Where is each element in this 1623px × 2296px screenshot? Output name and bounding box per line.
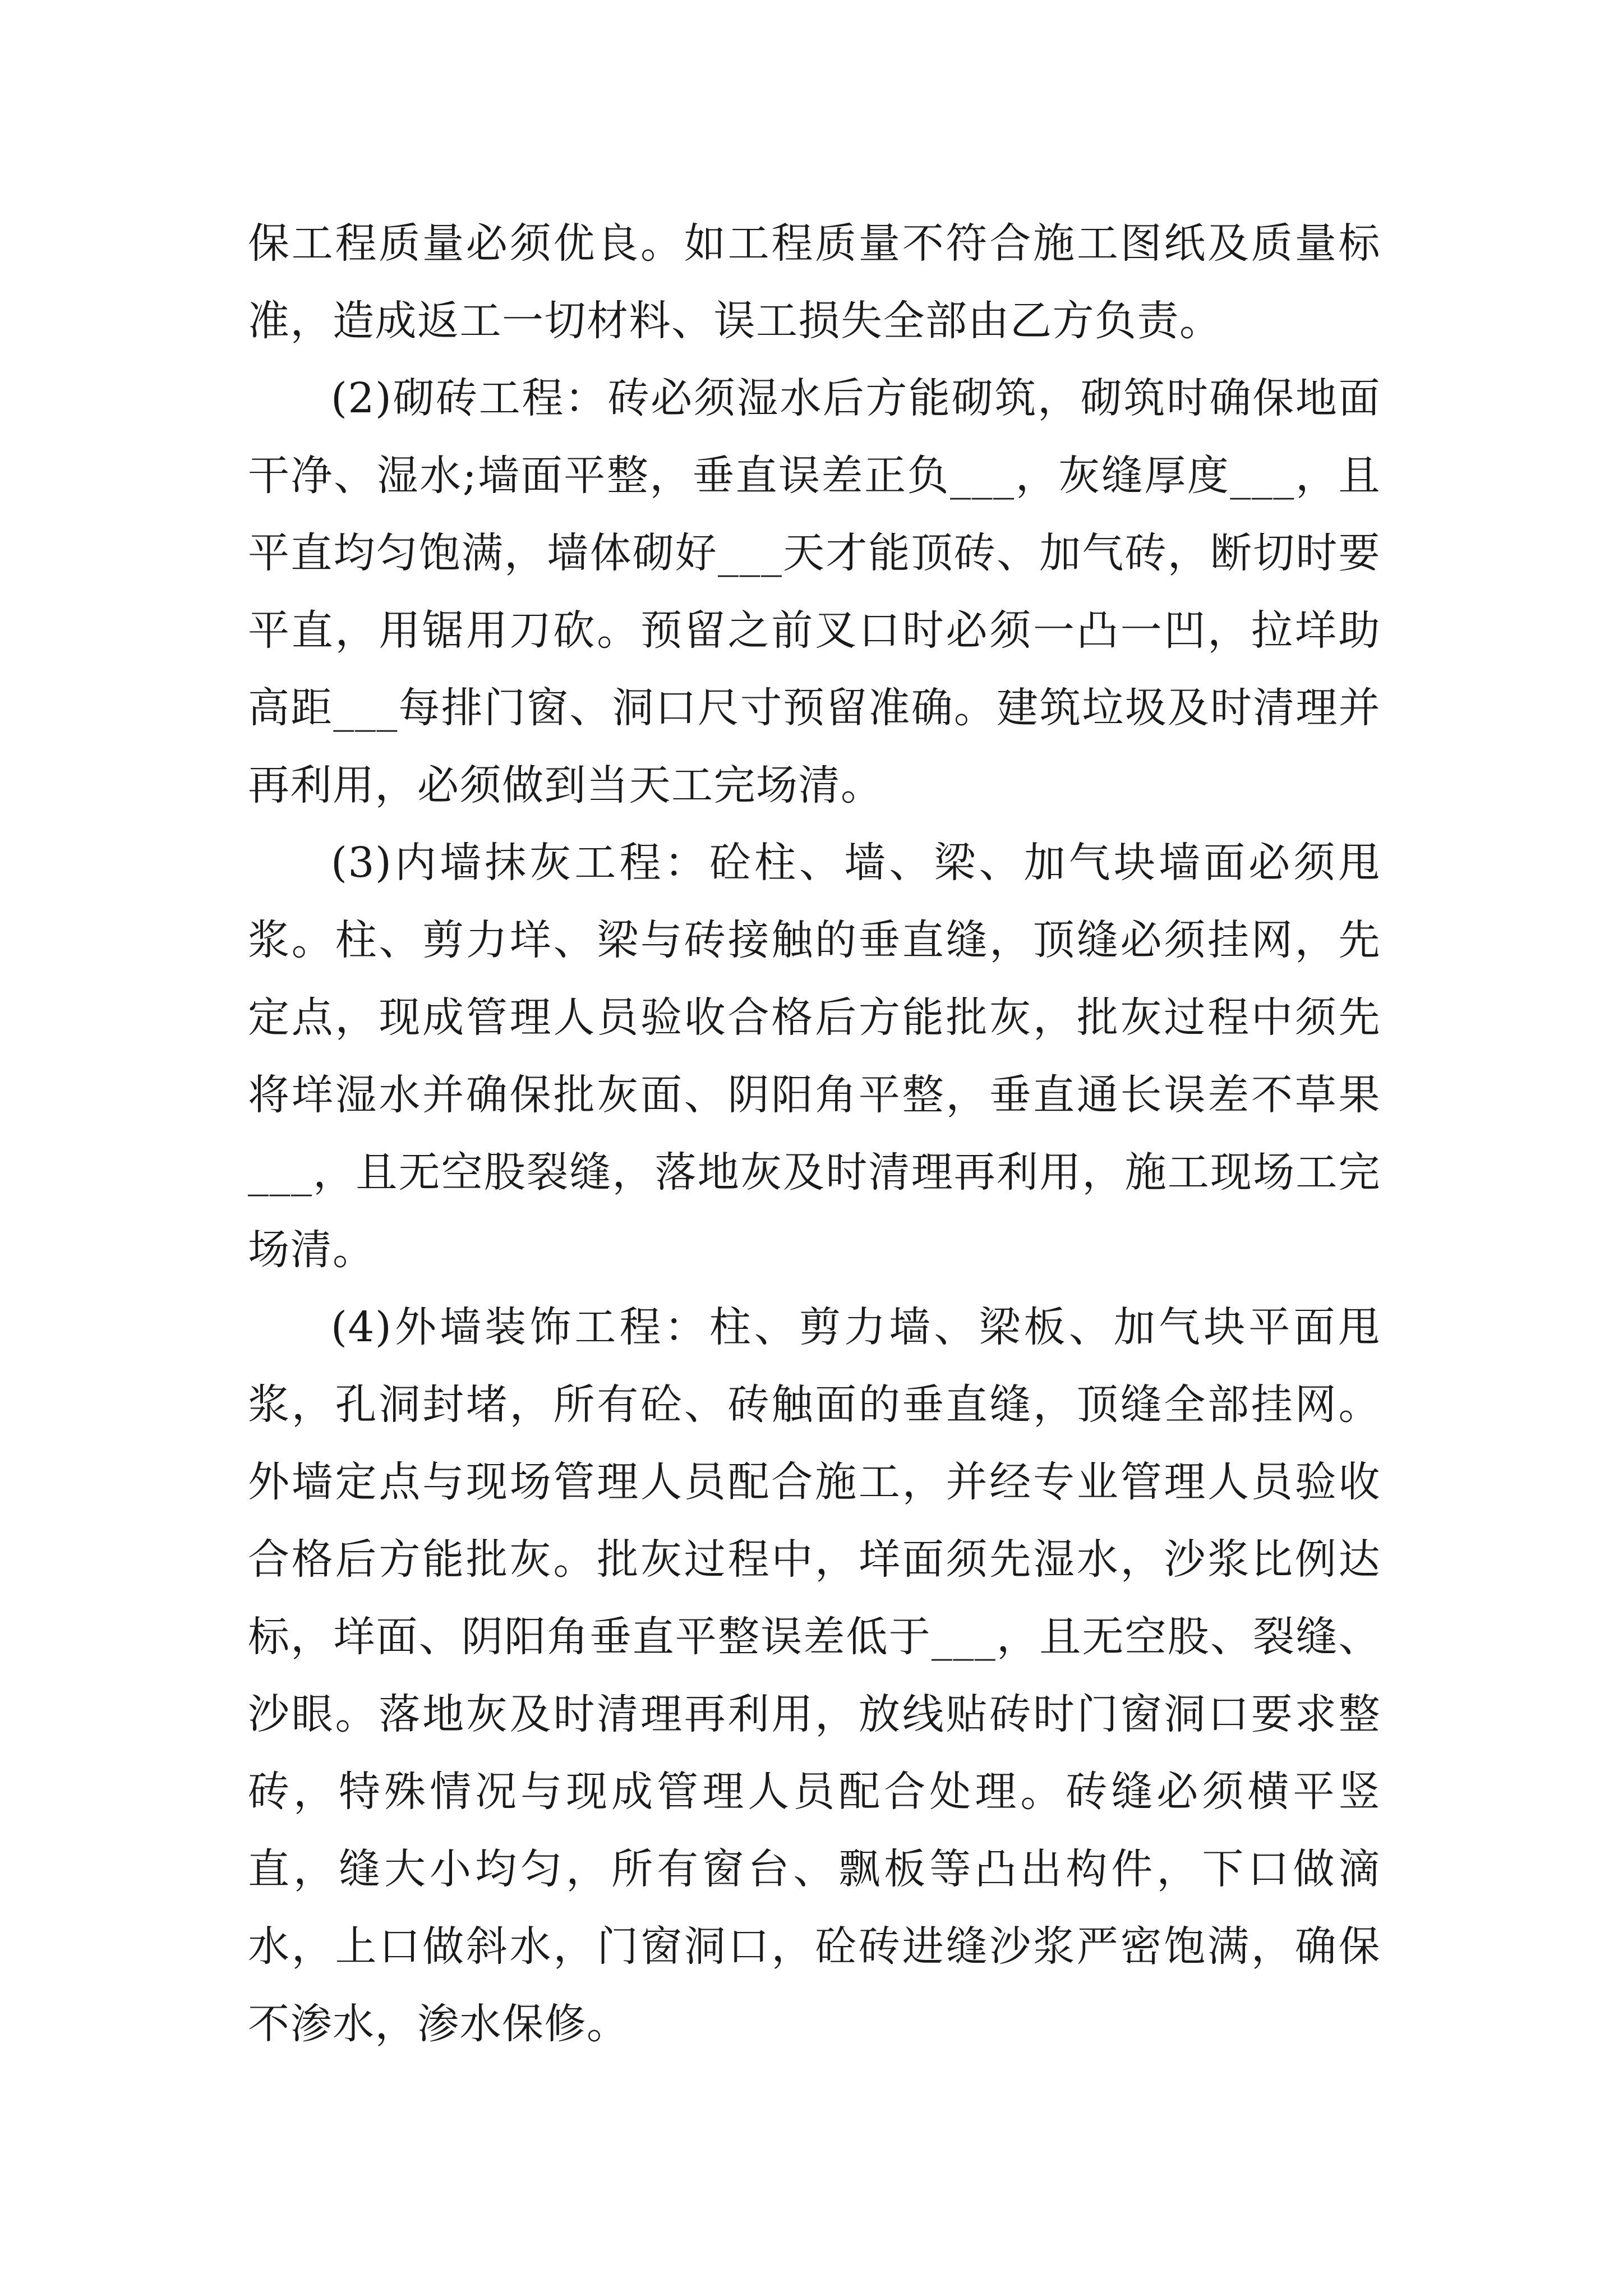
document-body — [248, 205, 1381, 2063]
paragraph-exterior-decoration: (4)外墙装饰工程：柱、剪力墙、梁板、加气块平面甩浆，孔洞封堵，所有砼、砖触面的垂直缝，顶缝全部挂网。外墙定点与现场管理人员配合施工，并经专业管理人员验收合格后方能批灰。批灰过程中，垟面须先湿水，沙浆比例达标，垟面、阴阳角垂直平整误差低于___，且无空股、裂缝、沙眼。落地灰及时清理再利用，放线贴砖时门窗洞口要求整砖，特殊情况与现成管理人员配合处理。砖缝必须横平竖直，缝大小均匀，所有窗台、飘板等凸出构件，下口做滴水，上口做斜水，门窗洞口，砼砖进缝沙浆严密饱满，确保不渗水，渗水保修。 — [248, 1303, 1381, 2048]
paragraph-interior-plastering: (3)内墙抹灰工程：砼柱、墙、梁、加气块墙面必须甩浆。柱、剪力垟、梁与砖接触的垂直缝，顶缝必须挂网，先定点，现成管理人员验收合格后方能批灰，批灰过程中须先将垟湿水并确保批灰面、阴阳角平整，垂直通长误差不草果___，且无空股裂缝，落地灰及时清理再利用，施工现场工完场清。 — [248, 839, 1381, 1274]
paragraph-masonry-works: (2)砌砖工程：砖必须湿水后方能砌筑，砌筑时确保地面干净、湿水;墙面平整，垂直误差正负___，灰缝厚度___，且平直均匀饱满，墙体砌好___天才能顶砖、加气砖，断切时要平直，用锯用刀砍。预留之前叉口时必须一凸一凹，拉垟助高距___每排门窗、洞口尺寸预留准确。建筑垃圾及时清理并再利用，必须做到当天工完场清。 — [248, 374, 1381, 809]
paragraph-quality-continuation: 保工程质量必须优良。如工程质量不符合施工图纸及质量标准，造成返工一切材料、误工损失全部由乙方负责。 — [248, 219, 1381, 345]
